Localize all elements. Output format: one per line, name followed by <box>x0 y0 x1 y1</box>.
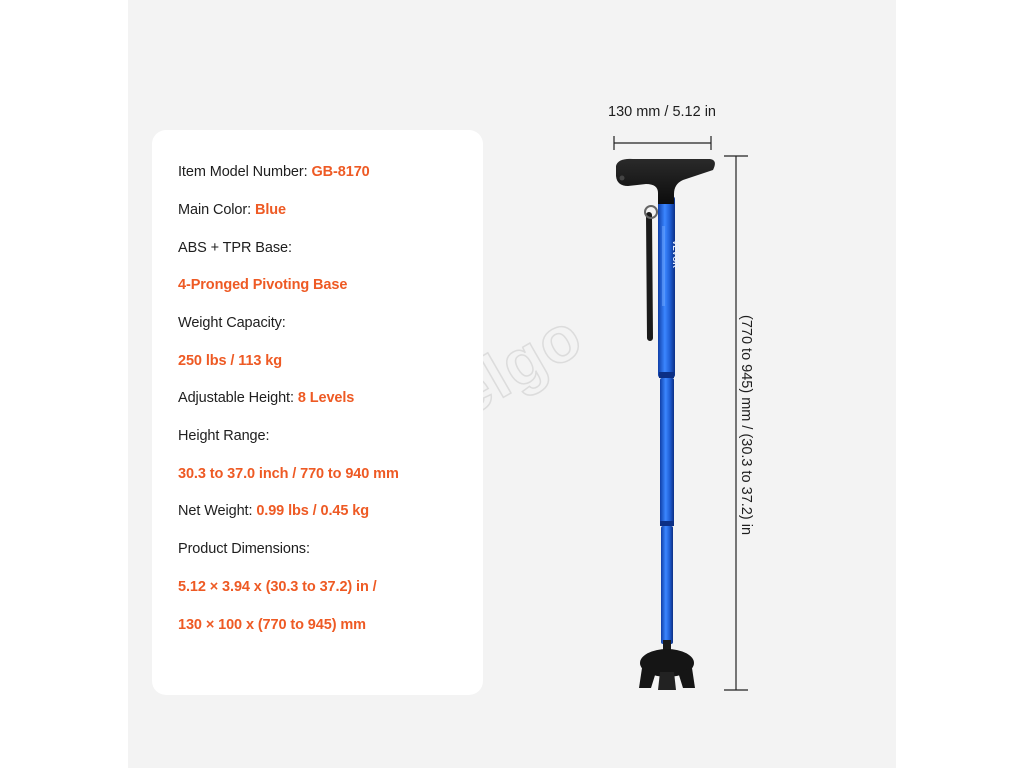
height-dimension-label: (770 to 945) mm / (30.3 to 37.2) in <box>738 314 754 536</box>
wrist-strap <box>645 206 657 338</box>
cane-illustration <box>128 0 896 768</box>
spec-range-label: Height Range: <box>178 428 270 444</box>
width-dimension-line <box>614 136 711 150</box>
spec-color-value: Blue <box>254 202 286 218</box>
spec-color-label: Main Color: <box>178 202 255 218</box>
brand-text: VEVOR <box>671 240 680 269</box>
spec-base-value: 4-Pronged Pivoting Base <box>178 277 348 293</box>
quad-base <box>639 640 695 690</box>
spec-adjust-label: Adjustable Height: <box>178 390 298 406</box>
spec-dims-label: Product Dimensions: <box>178 541 310 557</box>
spec-range-value: 30.3 to 37.0 inch / 770 to 940 mm <box>178 466 399 482</box>
spec-adjust-value: 8 Levels <box>297 390 355 406</box>
spec-base-label: ABS + TPR Base: <box>178 240 292 256</box>
spec-capacity-label: Weight Capacity: <box>178 315 286 331</box>
spec-dims-value-mm: 130 × 100 x (770 to 945) mm <box>178 617 366 633</box>
watermark: Melgo <box>390 298 595 459</box>
width-dimension-label: 130 mm / 5.12 in <box>608 104 716 120</box>
spec-model-label: Item Model Number: <box>178 164 312 180</box>
cane-handle <box>616 159 715 204</box>
product-image-canvas <box>128 0 896 768</box>
spec-model-value: GB-8170 <box>311 164 370 180</box>
spec-weight-label: Net Weight: <box>178 503 257 519</box>
brand-mark <box>671 240 680 268</box>
spec-weight-value: 0.99 lbs / 0.45 kg <box>256 503 369 519</box>
spec-capacity-value: 250 lbs / 113 kg <box>178 353 282 369</box>
spec-dims-value-in: 5.12 × 3.94 x (30.3 to 37.2) in / <box>178 579 377 595</box>
